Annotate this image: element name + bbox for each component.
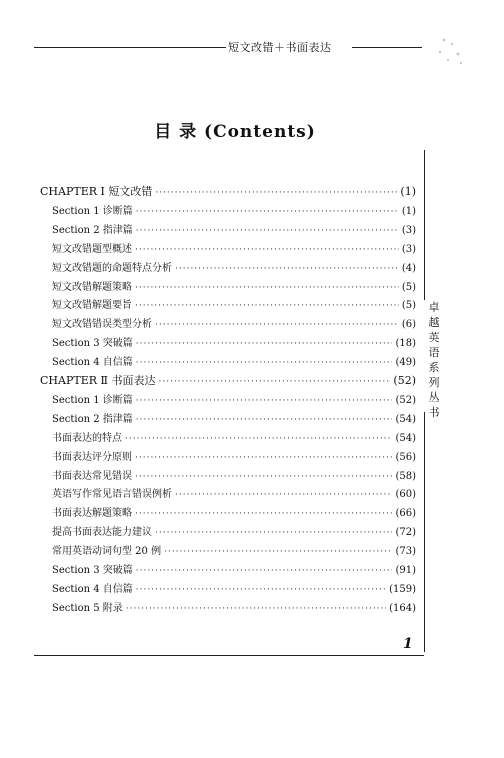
toc-leader-dots	[135, 301, 399, 311]
page-number: 1	[403, 636, 413, 652]
series-char: 系	[428, 361, 440, 374]
toc-entry	[52, 334, 416, 350]
toc-label: 英语写作常见语言错误例析	[52, 489, 172, 501]
toc-page-number: (54)	[395, 432, 416, 444]
toc-label: 书面表达常见错误	[52, 470, 132, 482]
toc-label: 提高书面表达能力建议	[52, 527, 152, 539]
toc-entry	[52, 599, 416, 615]
toc-label: 短文改错题的命题特点分析	[52, 262, 172, 274]
toc-entry	[52, 278, 416, 294]
toc-leader-dots	[126, 604, 386, 614]
toc-entry	[52, 467, 416, 483]
toc-leader-dots	[136, 339, 393, 349]
series-char: 英	[428, 331, 440, 344]
toc-page-number: (1)	[400, 185, 416, 198]
toc-entry	[52, 448, 416, 464]
toc-label: Section 1 诊断篇	[52, 205, 133, 217]
corner-smudge	[430, 30, 470, 72]
toc-label: Section 2 指津篇	[52, 224, 133, 236]
toc-label: CHAPTER Ⅰ 短文改错	[40, 185, 153, 198]
toc-leader-dots	[175, 264, 399, 274]
toc-label: 短文改错错误类型分析	[52, 319, 152, 331]
toc-page-number: (3)	[401, 224, 416, 236]
toc-entry	[52, 221, 416, 237]
toc-leader-dots	[158, 377, 390, 387]
toc-page-number: (5)	[401, 281, 416, 293]
series-char: 语	[428, 346, 440, 359]
toc-entry	[52, 353, 416, 369]
toc-entry	[52, 523, 416, 539]
toc-entry	[52, 202, 416, 218]
toc-entry	[52, 296, 416, 312]
toc-leader-dots	[136, 207, 399, 217]
toc-entry	[52, 561, 416, 577]
toc-leader-dots	[164, 547, 392, 557]
toc-leader-dots	[136, 226, 399, 236]
toc-page-number: (3)	[401, 243, 416, 255]
toc-page-number: (49)	[395, 357, 416, 369]
toc-page-number: (72)	[395, 527, 416, 539]
series-char: 书	[428, 406, 440, 419]
running-header: 短文改错＋书面表达	[228, 41, 332, 54]
toc-label: Section 4 自信篇	[52, 357, 133, 369]
toc-leader-dots	[136, 358, 393, 368]
toc-page-number: (4)	[401, 262, 416, 274]
toc-entry	[52, 240, 416, 256]
toc-page-number: (1)	[401, 205, 416, 217]
toc-leader-dots	[175, 490, 392, 500]
toc-leader-dots	[136, 396, 393, 406]
toc-entry	[52, 391, 416, 407]
toc-chapter	[40, 372, 416, 388]
toc-leader-dots	[135, 245, 399, 255]
toc-entry	[52, 542, 416, 558]
toc-label: Section 2 指津篇	[52, 413, 133, 425]
toc-label: 书面表达解题策略	[52, 508, 132, 520]
header-rule-right	[352, 47, 422, 48]
toc-entry	[52, 504, 416, 520]
toc-leader-dots	[136, 585, 386, 595]
toc-entry	[52, 315, 416, 331]
series-char: 列	[428, 376, 440, 389]
toc-leader-dots	[135, 453, 392, 463]
side-rule-bottom	[424, 412, 425, 652]
toc-page-number: (164)	[389, 602, 416, 614]
toc-page-number: (52)	[395, 394, 416, 406]
toc-page-number: (91)	[395, 565, 416, 576]
toc-label: Section 3 突破篇	[52, 565, 133, 576]
toc-leader-dots	[135, 509, 392, 519]
toc-page-number: (58)	[395, 470, 416, 482]
toc-leader-dots	[136, 566, 393, 576]
toc-page-number: (66)	[395, 508, 416, 520]
toc-entry	[52, 410, 416, 426]
toc-page-number: (60)	[395, 489, 416, 501]
toc-entry	[52, 259, 416, 275]
page-title: 目 录 (Contents)	[154, 122, 316, 142]
side-rule-top	[424, 150, 425, 300]
toc-entry	[52, 429, 416, 445]
toc-entry	[52, 485, 416, 501]
header-rule-left	[34, 47, 226, 48]
toc-label: 书面表达的特点	[52, 432, 122, 444]
footer-rule	[34, 655, 424, 656]
toc-label: Section 1 诊断篇	[52, 394, 133, 406]
toc-leader-dots	[155, 528, 392, 538]
toc-label: CHAPTER Ⅱ 书面表达	[40, 374, 156, 387]
series-name	[427, 300, 441, 420]
toc-label: 常用英语动词句型 20 例	[52, 546, 162, 558]
toc-page-number: (54)	[395, 413, 416, 425]
toc-label: 短文改错解题要旨	[52, 300, 132, 312]
toc-label: 短文改错题型概述	[52, 243, 132, 255]
toc-page-number: (159)	[389, 583, 416, 595]
toc-leader-dots	[135, 472, 392, 482]
toc-leader-dots	[155, 320, 399, 330]
toc-page-number: (5)	[401, 300, 416, 312]
toc-label: Section 3 突破篇	[52, 338, 133, 350]
toc-label: Section 5 附录	[52, 602, 123, 614]
toc-page-number: (56)	[395, 451, 416, 463]
toc-label: 短文改错解题策略	[52, 281, 132, 293]
toc-page-number: (73)	[395, 546, 416, 558]
toc-page-number: (52)	[393, 374, 416, 387]
toc-leader-dots	[136, 415, 393, 425]
series-char: 卓	[428, 301, 440, 314]
toc-label: Section 4 自信篇	[52, 583, 133, 595]
series-char: 越	[428, 316, 440, 329]
toc-leader-dots	[125, 434, 392, 444]
toc-chapter	[40, 183, 416, 199]
toc-label: 书面表达评分原则	[52, 451, 132, 463]
toc-page-number: (6)	[401, 319, 416, 331]
toc-entry	[52, 580, 416, 596]
toc-leader-dots	[135, 283, 399, 293]
toc-page-number: (18)	[395, 338, 416, 350]
toc-leader-dots	[155, 188, 397, 198]
series-char: 丛	[428, 391, 440, 404]
